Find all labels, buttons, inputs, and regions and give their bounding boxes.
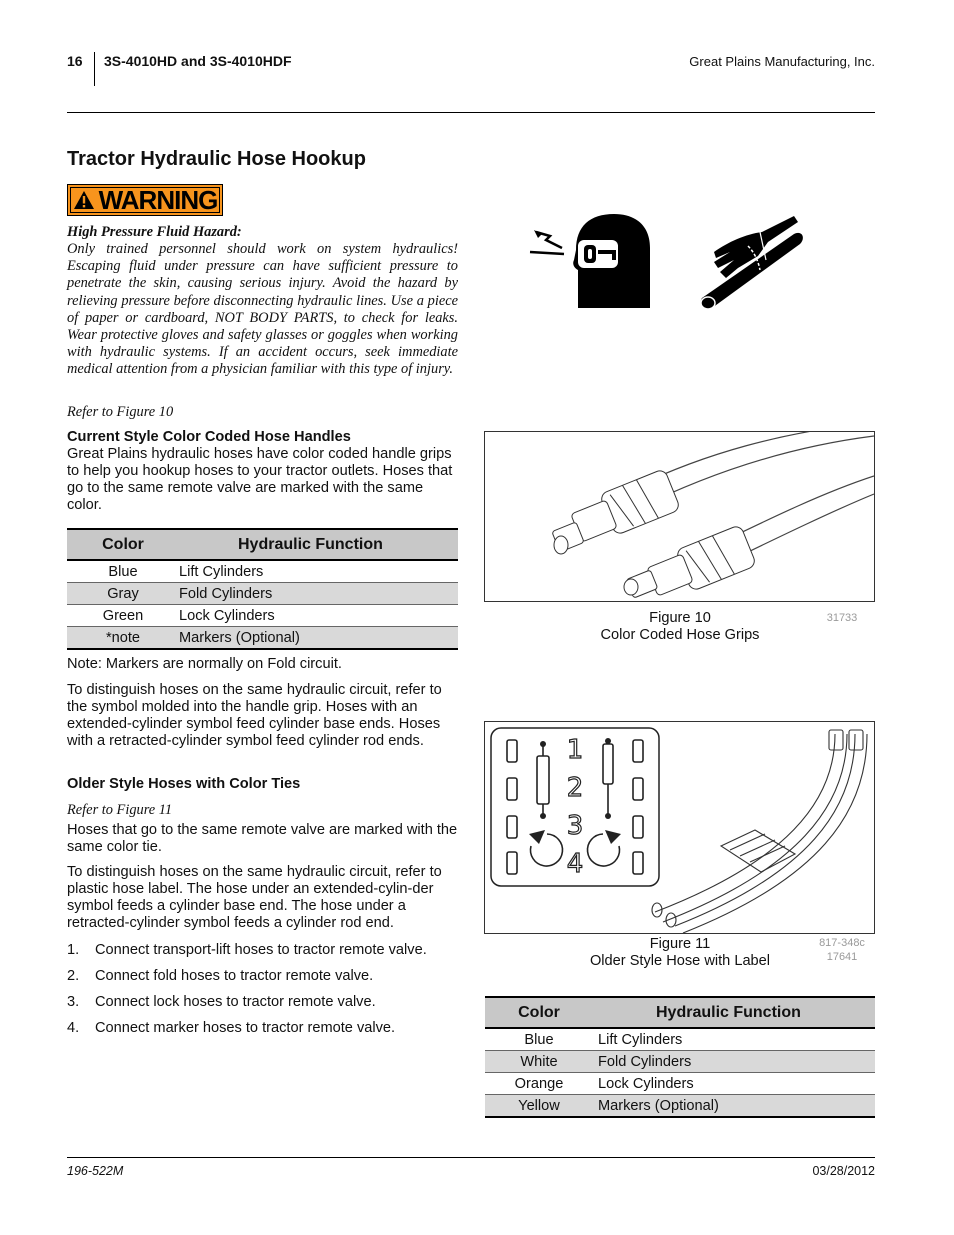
figure-11-id xyxy=(806,936,878,964)
figure-11-number: Figure 11 xyxy=(649,936,711,952)
figure-10-title: Color Coded Hose Grips xyxy=(600,627,760,643)
step-number: 4. xyxy=(67,1020,80,1036)
figure-10-id: 31733 xyxy=(826,612,858,624)
header-function: Hydraulic Function xyxy=(179,529,458,560)
refer-figure-10: Refer to Figure 10 xyxy=(67,404,174,420)
older-style-heading: Older Style Hoses with Color Ties xyxy=(67,776,301,792)
color-function-table-current xyxy=(67,528,458,650)
page-number: 16 xyxy=(67,53,83,69)
warning-label: WARNING xyxy=(98,185,218,215)
footer-rule xyxy=(67,1157,875,1158)
table-row xyxy=(67,627,458,650)
refer-figure-11: Refer to Figure 11 xyxy=(67,802,173,818)
markers-note: Note: Markers are normally on Fold circuit. xyxy=(67,656,342,672)
label-number: 1 xyxy=(566,735,584,765)
table-row xyxy=(67,583,458,605)
older-distinguish-text: To distinguish hoses on the same hydraulic circuit, refer to plastic hose label. The hose under an extended-cylin-der symbol feeds a cylinder base end. The hose under a retracted-cylinder symbol feeds a cylinder rod end. xyxy=(67,864,442,931)
eye-protection-icon xyxy=(528,212,652,310)
table-cell-function: Lock Cylinders xyxy=(179,605,458,627)
list-item xyxy=(67,968,458,994)
document-title: 3S-4010HD and 3S-4010HDF xyxy=(104,53,292,69)
header-rule xyxy=(67,112,875,113)
table-cell-function: Lift Cylinders xyxy=(179,560,458,583)
figure-11-title: Older Style Hose with Label xyxy=(589,953,771,969)
hazard-title: High Pressure Fluid Hazard: xyxy=(67,224,242,240)
figure-11-id-line1: 817-348c xyxy=(819,937,865,949)
color-function-table-older xyxy=(485,996,875,1118)
current-style-heading: Current Style Color Coded Hose Handles xyxy=(67,429,351,445)
step-text: Connect marker hoses to tractor remote valve. xyxy=(95,1020,396,1036)
table-cell-color: White xyxy=(485,1051,593,1073)
table-cell-color: Blue xyxy=(67,560,179,583)
figure-10-image xyxy=(484,431,875,602)
header-color: Color xyxy=(485,997,593,1028)
table-row xyxy=(485,1051,875,1073)
section-title: Tractor Hydraulic Hose Hookup xyxy=(67,148,366,170)
table-cell-color: Gray xyxy=(67,583,179,605)
table-cell-color: Blue xyxy=(485,1028,593,1051)
document-number: 196-522M xyxy=(67,1164,124,1178)
table-header-row xyxy=(485,997,875,1028)
label-number: 4 xyxy=(566,849,584,879)
step-number: 1. xyxy=(67,942,80,958)
table-cell-color: Yellow xyxy=(485,1095,593,1118)
step-text: Connect transport-lift hoses to tractor remote valve. xyxy=(95,942,427,958)
figure-10-number: Figure 10 xyxy=(649,610,711,626)
label-number: 2 xyxy=(566,773,584,803)
table-row xyxy=(485,1073,875,1095)
current-style-body: Great Plains hydraulic hoses have color coded handle grips to help you hookup hoses to your tractor outlets. Hoses that go to the same remote valve are marked with the same color. xyxy=(67,446,453,513)
figure-11-id-line2: 17641 xyxy=(826,951,858,963)
revision-date: 03/28/2012 xyxy=(812,1164,875,1178)
list-item xyxy=(67,942,458,968)
hose-label-illustration xyxy=(485,722,874,933)
warning-sign xyxy=(67,184,223,216)
step-number: 2. xyxy=(67,968,80,984)
header-divider xyxy=(94,52,95,86)
figure-11-caption xyxy=(570,936,790,970)
table-row xyxy=(67,605,458,627)
company-name: Great Plains Manufacturing, Inc. xyxy=(689,54,875,69)
table-cell-function: Lock Cylinders xyxy=(593,1073,875,1095)
table-row xyxy=(485,1028,875,1051)
table-cell-color: *note xyxy=(67,627,179,650)
figure-10-caption xyxy=(580,610,780,644)
table-cell-function: Fold Cylinders xyxy=(593,1051,875,1073)
step-list xyxy=(67,942,458,1046)
table-cell-function: Markers (Optional) xyxy=(593,1095,875,1118)
table-header-row xyxy=(67,529,458,560)
hand-injection-icon xyxy=(698,212,806,310)
step-number: 3. xyxy=(67,994,80,1010)
table-cell-color: Green xyxy=(67,605,179,627)
hose-grips-illustration xyxy=(485,432,874,601)
hazard-body: Only trained personnel should work on system hydraulics! Escaping fluid under pressure can have sufficient pressure to penetrate the skin, causing serious injury. Avoid the hazard by relieving pressure before disconnecting hydraulic lines. Use a piece of paper or cardboard, NOT BODY PARTS, to check for leaks. Wear protective gloves and safety glasses or goggles when working with hydraulic systems. If an accident occurs, seek immediate medical attention from a physician familiar with this type of injury. xyxy=(67,241,458,378)
list-item xyxy=(67,1020,458,1046)
older-style-body: Hoses that go to the same remote valve are marked with the same color tie. xyxy=(67,822,458,855)
table-cell-color: Orange xyxy=(485,1073,593,1095)
step-text: Connect lock hoses to tractor remote valve. xyxy=(95,994,376,1010)
warning-triangle-icon xyxy=(73,190,95,210)
header-function: Hydraulic Function xyxy=(593,997,875,1028)
table-cell-function: Markers (Optional) xyxy=(179,627,458,650)
table-cell-function: Lift Cylinders xyxy=(593,1028,875,1051)
figure-11-image xyxy=(484,721,875,934)
list-item xyxy=(67,994,458,1020)
current-distinguish-text: To distinguish hoses on the same hydraulic circuit, refer to the symbol molded into the handle grip. Hoses with an extended-cylinder symbol feed cylinder base ends. Hoses with a retracted-cylinder symbol feed cylinder rod ends. xyxy=(67,682,442,749)
table-row xyxy=(485,1095,875,1118)
table-row xyxy=(67,560,458,583)
step-text: Connect fold hoses to tractor remote valve. xyxy=(95,968,374,984)
table-cell-function: Fold Cylinders xyxy=(179,583,458,605)
label-number: 3 xyxy=(566,811,584,841)
header-color: Color xyxy=(67,529,179,560)
